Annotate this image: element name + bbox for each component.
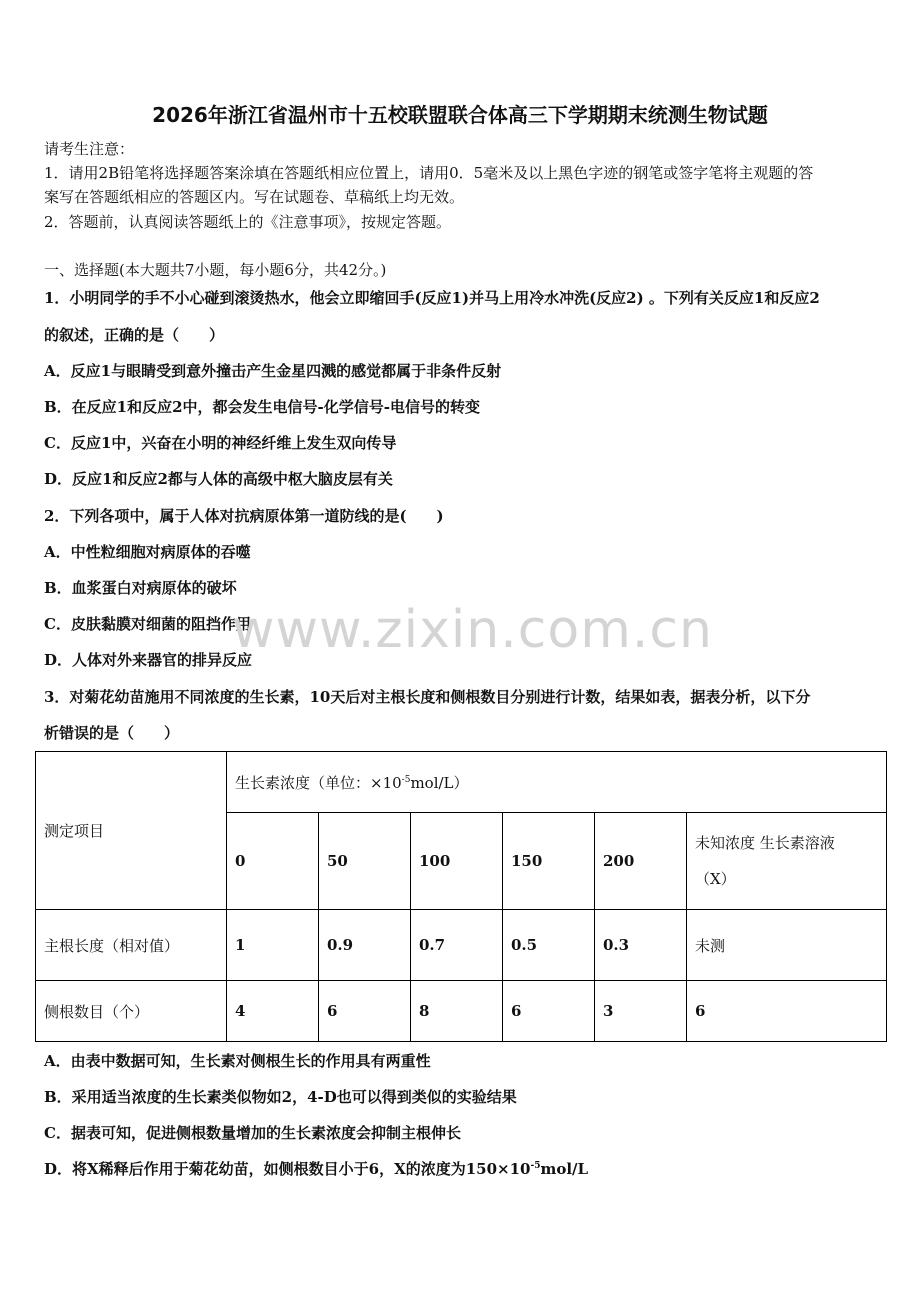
question-2-option-d: D．人体对外来器官的排异反应 <box>44 651 253 669</box>
unknown-concentration-header: 未知浓度 生长素溶液 （X） <box>687 813 887 910</box>
page-title: 2026年浙江省温州市十五校联盟联合体高三下学期期末统测生物试题 <box>152 103 768 127</box>
table-cell: 4 <box>227 981 319 1042</box>
table-cell: 0.5 <box>503 910 595 981</box>
growth-hormone-table <box>35 751 887 1042</box>
concentration-header: 100 <box>411 813 503 910</box>
question-3-stem-line-2: 析错误的是（ ） <box>44 724 180 742</box>
row-label: 侧根数目（个） <box>36 981 227 1042</box>
question-2-option-c: C．皮肤黏膜对细菌的阻挡作用 <box>44 615 251 633</box>
concentration-header: 150 <box>503 813 595 910</box>
table-row <box>36 910 887 981</box>
section-heading: 一、选择题(本大题共7小题，每小题6分，共42分。) <box>44 261 387 279</box>
table-cell: 0.7 <box>411 910 503 981</box>
question-3-option-d: D．将X稀释后作用于菊花幼苗，如侧根数目小于6，X的浓度为$150\times 10^{-5}mol/L$ <box>44 1160 589 1178</box>
question-2-option-b: B．血浆蛋白对病原体的破坏 <box>44 579 237 597</box>
table-cell: 0.3 <box>595 910 687 981</box>
notice-item-1-line-1: 1．请用2B铅笔将选择题答案涂填在答题纸相应位置上，请用0．5毫米及以上黑色字迹的钢笔或签字笔将主观题的答 <box>44 164 814 182</box>
question-3-option-c: C．据表可知，促进侧根数量增加的生长素浓度会抑制主根伸长 <box>44 1124 461 1142</box>
table-cell: 0.9 <box>319 910 411 981</box>
question-3-stem-line-1: 3．对菊花幼苗施用不同浓度的生长素，10天后对主根长度和侧根数目分别进行计数，结果如表，据表分析，以下分 <box>44 688 811 706</box>
question-2-option-a: A．中性粒细胞对病原体的吞噬 <box>44 543 251 561</box>
table-cell: 未测 <box>687 910 887 981</box>
concentration-header: 200 <box>595 813 687 910</box>
question-1-stem-line-2: 的叙述，正确的是（ ） <box>44 326 225 344</box>
question-1-option-d: D．反应1和反应2都与人体的高级中枢大脑皮层有关 <box>44 470 393 488</box>
row-header-measure: 测定项目 <box>36 752 227 910</box>
watermark: www.zixin.com.cn <box>232 600 713 660</box>
concentration-group-header: 生长素浓度（单位：$\times 10^{-5}mol/L$） <box>227 752 887 813</box>
table-cell: 1 <box>227 910 319 981</box>
table-cell: 8 <box>411 981 503 1042</box>
question-1-option-c: C．反应1中，兴奋在小明的神经纤维上发生双向传导 <box>44 434 397 452</box>
table-cell: 6 <box>503 981 595 1042</box>
table-cell: 3 <box>595 981 687 1042</box>
row-label: 主根长度（相对值） <box>36 910 227 981</box>
question-3-option-a: A．由表中数据可知，生长素对侧根生长的作用具有两重性 <box>44 1052 431 1070</box>
notice-item-2: 2．答题前，认真阅读答题纸上的《注意事项》，按规定答题。 <box>44 213 452 231</box>
question-3-option-b: B．采用适当浓度的生长素类似物如2，4-D也可以得到类似的实验结果 <box>44 1088 517 1106</box>
table-cell: 6 <box>687 981 887 1042</box>
question-1-stem-line-1: 1．小明同学的手不小心碰到滚烫热水，他会立即缩回手(反应1)并马上用冷水冲洗(反应2) 。下列有关反应1和反应2 <box>44 289 820 307</box>
table-cell: 6 <box>319 981 411 1042</box>
table-row <box>36 981 887 1042</box>
question-2-stem: 2．下列各项中，属于人体对抗病原体第一道防线的是( ) <box>44 507 444 525</box>
question-1-option-a: A．反应1与眼睛受到意外撞击产生金星四溅的感觉都属于非条件反射 <box>44 362 502 380</box>
concentration-header: 50 <box>319 813 411 910</box>
notice-item-1-line-2: 案写在答题纸相应的答题区内。写在试题卷、草稿纸上均无效。 <box>44 188 465 206</box>
notice-heading: 请考生注意： <box>44 140 135 158</box>
question-1-option-b: B．在反应1和反应2中，都会发生电信号-化学信号-电信号的转变 <box>44 398 481 416</box>
concentration-header: 0 <box>227 813 319 910</box>
